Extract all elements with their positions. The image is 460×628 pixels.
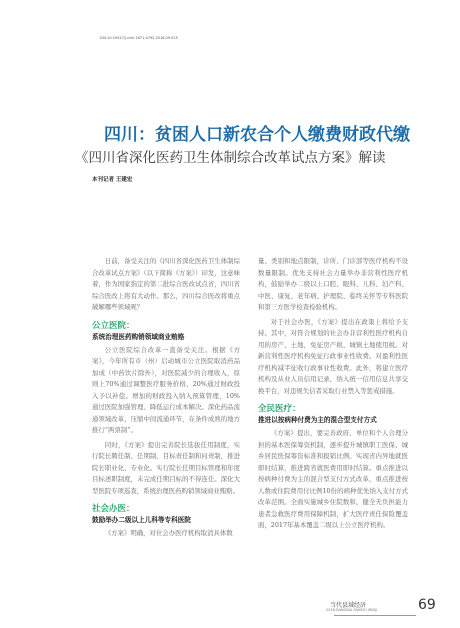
section-subheading: 鼓励举办二级以上儿科等专科医院 bbox=[92, 516, 191, 524]
magazine-latin-name: 2018.DANGDAI XIANYU JINGJI bbox=[326, 608, 378, 612]
body-paragraph: 量、类别和地点限制，诊所、门诊部等医疗机构不设数量限制。优先支持社会力量举办非营利性医疗机构，鼓励举办二级以上口腔、眼科、儿科、妇产科、中医、康复、老年病、护理院、临终关怀等专科医院和第三方医学检查检验机构。 bbox=[258, 257, 408, 311]
intro-paragraph: 日前，备受关注的《四川省深化医药卫生体制综合改革试点方案》（以下简称《方案》）印发，这意味着，作为国家指定的第二批综合医改试点省，四川省综合医改上将有大动作。那么，四川综合医改将重点破解哪些领域呢？ bbox=[92, 257, 240, 311]
body-paragraph: 《方案》明确，对社会办医疗机构取消具体数 bbox=[104, 529, 233, 537]
article-title: 四川：贫困人口新农合个人缴费财政代缴 bbox=[104, 125, 410, 145]
section-heading: 社会办医： bbox=[92, 504, 135, 514]
section-subheading: 系统治理医药购销领域商业贿赂 bbox=[92, 332, 185, 341]
page-number: 69 bbox=[418, 597, 436, 613]
section-heading: 公立医院： bbox=[92, 320, 135, 331]
footer-divider bbox=[334, 615, 416, 616]
section-subheading: 推进以按病种付费为主的混合型支付方式 bbox=[258, 416, 377, 424]
text-column-left bbox=[92, 256, 240, 543]
body-paragraph: 对于社会办医，《方案》提出在政策上将给予支持。其中，对符合规划的社会办非营利性医疗机构自用的房产、土地，免征房产税、城镇土地使用税。对新营利性医疗机构免征行政事业性收费。对盈利性医疗机构减半征收行政事业性收费。此外，将建立医疗机构及从业人员信用记录，纳入统一信用信息共享交换平台，对违规失信者采取行业禁入等惩戒措施。 bbox=[258, 317, 408, 395]
magazine-name: 当代县域经济 bbox=[330, 602, 367, 609]
text-column-right bbox=[258, 256, 408, 535]
article-subtitle: 《四川省深化医药卫生体制综合改革试点方案》解读 bbox=[75, 150, 386, 166]
body-paragraph: 《方案》提出，要完善政府、单位和个人合理分担的基本医保筹资机制，逐步提升城镇职工医保、城乡居民医保筹资标准和报销比例。实现省内异地就医即时结算，推进跨省就医费用即时结算。重点推进以按病种付费为主的混合型支付方式改革，重点推进按人数或住院费用付比例10份的病种优先纳入支付方式改革范围。全面实施城乡住院数和，健全无负担能力患者急救医疗费用保障机制，扩大医疗责任保险覆盖面，2017年基本覆盖二级以上公立医疗机构。 bbox=[258, 429, 408, 529]
body-paragraph: 公立医院综合改革一直备受关注。根据《方案》，今年所有市（州）启动城市公立医院取消药品加成（中药饮片除外），对医院减少的合理收入，原则上70%通过调整医疗服务价格、20%通过财政投入予以补偿。增加的财政投入纳入预算管理，10%通过医院加强管理、降低运行成本解决。深化药品流通领域改革，压缩中间流通环节，在条件成熟的地方推行“两票制”。 bbox=[92, 345, 240, 434]
byline: 本刊记者 王建宏 bbox=[92, 177, 133, 183]
body-paragraph: 同时，《方案》提出完善院长选拔任用制度，实行院长聘任制、任期制、目标责任制和问责制，推进院长职业化、专业化。实行院长任期目标管理和年度目标述职制度，未完成任期目标的不得连任。深化大型医院专项巡查，系统治理医药购销领域商业贿赂。 bbox=[92, 440, 240, 495]
doi-header: D0I:10.19417/j.cnki.1671-4792.2018.09.025 bbox=[100, 36, 178, 40]
section-heading: 全民医疗： bbox=[258, 404, 301, 414]
